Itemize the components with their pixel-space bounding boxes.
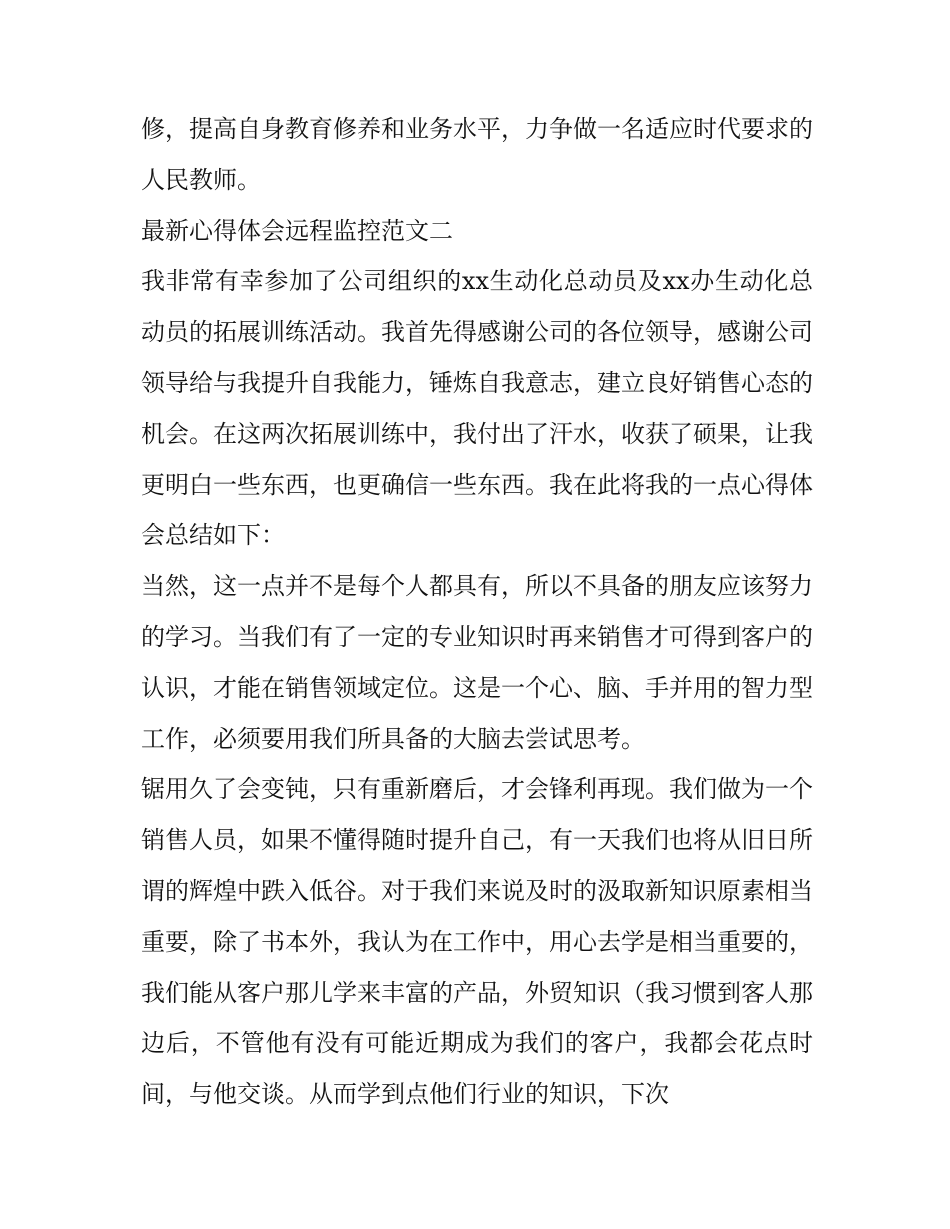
paragraph-continuation: 修，提高自身教育修养和业务水平，力争做一名适应时代要求的人民教师。 xyxy=(141,115,813,194)
document-body xyxy=(141,104,813,1120)
section-heading: 最新心得体会远程监控范文二 xyxy=(141,216,453,245)
paragraph-knowledge: 当然，这一点并不是每个人都具有，所以不具备的朋友应该努力的学习。当我们有了一定的专业知识时再来销售才可得到客户的认识，才能在销售领域定位。这是一个心、脑、手并用的智力型工作，必须要用我们所具备的大脑去尝试思考。 xyxy=(141,572,813,753)
paragraph-saw: 锯用久了会变钝，只有重新磨后，才会锋利再现。我们做为一个销售人员，如果不懂得随时提升自己，有一天我们也将从旧日所谓的辉煌中跌入低谷。对于我们来说及时的汲取新知识原素相当重要，除了书本外，我认为在工作中，用心去学是相当重要的，我们能从客户那儿学来丰富的产品，外贸知识（我习惯到客人那边后，不管他有没有可能近期成为我们的客户，我都会花点时间，与他交谈。从而学到点他们行业的知识，下次 xyxy=(141,775,813,1109)
paragraph-intro: 我非常有幸参加了公司组织的xx生动化总动员及xx办生动化总动员的拓展训练活动。我首先得感谢公司的各位领导，感谢公司领导给与我提升自我能力，锤炼自我意志，建立良好销售心态的机会。在这两次拓展训练中，我付出了汗水，收获了硕果，让我更明白一些东西，也更确信一些东西。我在此将我的一点心得体会总结如下： xyxy=(141,267,813,550)
